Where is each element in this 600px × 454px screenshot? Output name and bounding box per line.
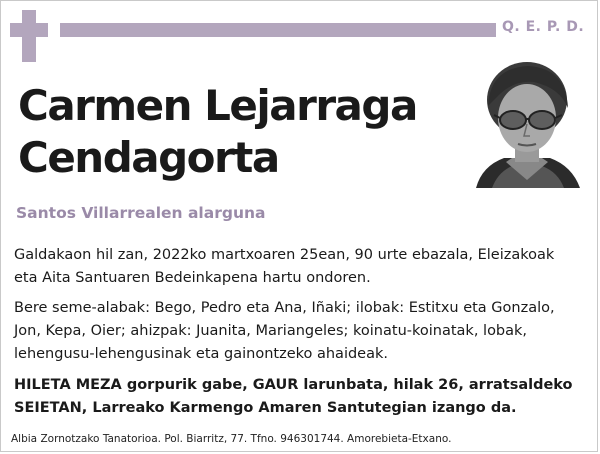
header-divider-bar: [60, 23, 496, 37]
name-line-2: Cendagorta: [18, 133, 279, 182]
cross-icon-arm: [10, 23, 48, 37]
funeral-home-footer: Albia Zornotzako Tanatorioa. Pol. Biarritz, 77. Tfno. 946301744. Amorebieta-Etxano.: [11, 433, 452, 445]
deceased-subtitle: Santos Villarrealen alarguna: [16, 204, 266, 222]
family-paragraph: Bere seme-alabak: Bego, Pedro eta Ana, Iñaki; ilobak: Estitxu eta Gonzalo, Jon, Kepa, Oier; ahizpak: Juanita, Mariangeles; koinatu-koinatak, lobak, lehengusu-lehengusinak eta gainontzeko ahaideak.: [14, 300, 555, 362]
qepd-label: Q. E. P. D.: [502, 19, 585, 35]
funeral-paragraph: HILETA MEZA gorpurik gabe, GAUR larunbata, hilak 26, arratsaldeko SEIETAN, Larreako Karmengo Amaren Santutegian izango da.: [14, 377, 573, 416]
name-line-1: Carmen Lejarraga: [18, 81, 417, 130]
deceased-name: [18, 80, 417, 184]
death-notice-paragraph: Galdakaon hil zan, 2022ko martxoaren 25ean, 90 urte ebazala, Eleizakoak eta Aita Santuaren Bedeinkapena hartu ondoren.: [14, 247, 555, 286]
portrait-photo: [472, 58, 582, 188]
